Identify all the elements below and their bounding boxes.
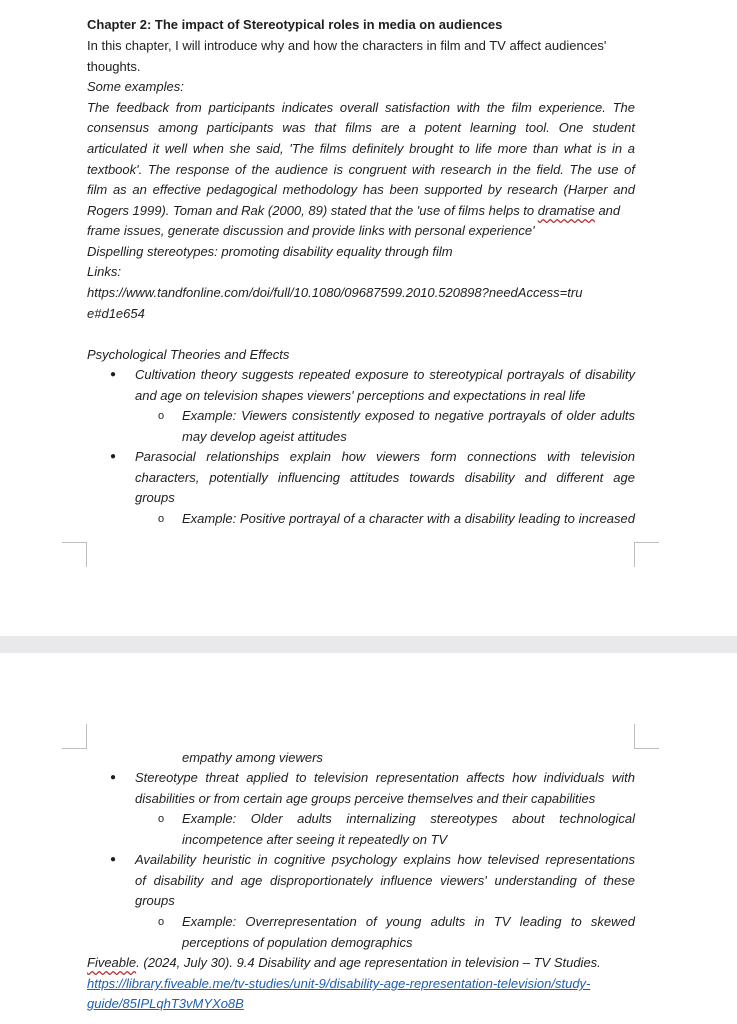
quote-line: textbook'. The response of the audience is congruent with research in the field. The use of bbox=[87, 162, 635, 177]
quote-line-end: and bbox=[594, 203, 621, 218]
sub-bullet-text: perceptions of population demographics bbox=[182, 935, 413, 950]
section-title: Psychological Theories and Effects bbox=[87, 347, 290, 362]
sub-bullet-text: may develop ageist attitudes bbox=[182, 429, 347, 444]
sub-bullet-text: Example: Overrepresentation of young adults in TV leading to skewed bbox=[182, 914, 635, 929]
bullet-text: groups bbox=[135, 490, 175, 505]
source-url[interactable]: e#d1e654 bbox=[87, 306, 145, 321]
chapter-heading: Chapter 2: The impact of Stereotypical roles in media on audiences bbox=[87, 17, 503, 32]
sub-bullet-text: Example: Older adults internalizing stereotypes about technological bbox=[182, 811, 635, 826]
quote-line: articulated it well when she said, 'The films definitely brought to life more than what is in a bbox=[87, 141, 635, 156]
spellcheck-word[interactable]: Fiveable bbox=[87, 955, 137, 970]
examples-label: Some examples: bbox=[87, 79, 184, 94]
sub-bullet-icon: o bbox=[158, 513, 165, 525]
bullet-icon: ● bbox=[110, 772, 117, 783]
sub-bullet-text: empathy among viewers bbox=[182, 750, 323, 765]
quote-line: film as an effective pedagogical methodology has been supported by research (Harper and bbox=[87, 182, 635, 197]
margin-corner-mark bbox=[62, 542, 87, 567]
bullet-text: and age on television shapes viewers' perceptions and expectations in real life bbox=[135, 388, 586, 403]
bullet-text: disabilities or from certain age groups perceive themselves and their capabilities bbox=[135, 791, 596, 806]
margin-corner-mark bbox=[62, 724, 87, 749]
sub-bullet-icon: o bbox=[158, 410, 165, 422]
links-label: Links: bbox=[87, 264, 121, 279]
bullet-text: Parasocial relationships explain how viewers form connections with television bbox=[135, 449, 635, 464]
spellcheck-word[interactable]: dramatise bbox=[537, 203, 595, 218]
margin-corner-mark bbox=[634, 724, 659, 749]
bullet-text: groups bbox=[135, 893, 175, 908]
bullet-text: Cultivation theory suggests repeated exposure to stereotypical portrayals of disability bbox=[135, 367, 635, 382]
intro-line: thoughts. bbox=[87, 59, 141, 74]
source-title: Dispelling stereotypes: promoting disability equality through film bbox=[87, 244, 453, 259]
sub-bullet-text: Example: Viewers consistently exposed to negative portrayals of older adults bbox=[182, 408, 635, 423]
page-separator bbox=[0, 636, 737, 653]
citation-link[interactable]: guide/85IPLqhT3vMYXo8B bbox=[87, 996, 244, 1011]
sub-bullet-text: incompetence after seeing it repeatedly on TV bbox=[182, 832, 448, 847]
bullet-text: characters, potentially influencing attitudes towards disability and different age bbox=[135, 470, 635, 485]
sub-bullet-text: Example: Positive portrayal of a character with a disability leading to increased bbox=[182, 511, 635, 526]
bullet-icon: ● bbox=[110, 369, 117, 380]
document-page-2 bbox=[0, 653, 737, 1024]
sub-bullet-icon: o bbox=[158, 813, 165, 825]
citation-text: . (2024, July 30). 9.4 Disability and age representation in television – TV Studies. bbox=[136, 955, 601, 970]
bullet-text: Stereotype threat applied to television representation affects how individuals with bbox=[135, 770, 635, 785]
bullet-icon: ● bbox=[110, 854, 117, 865]
sub-bullet-icon: o bbox=[158, 916, 165, 928]
quote-line: The feedback from participants indicates overall satisfaction with the film experience. The bbox=[87, 100, 635, 115]
quote-line bbox=[87, 201, 620, 221]
bullet-text: Availability heuristic in cognitive psychology explains how televised representations bbox=[135, 852, 635, 867]
intro-line: In this chapter, I will introduce why and how the characters in film and TV affect audiences' bbox=[87, 38, 607, 53]
citation-link[interactable]: https://library.fiveable.me/tv-studies/unit-9/disability-age-representation-television/study- bbox=[87, 976, 591, 991]
quote-line: frame issues, generate discussion and provide links with personal experience' bbox=[87, 223, 535, 238]
margin-corner-mark bbox=[634, 542, 659, 567]
source-url[interactable]: https://www.tandfonline.com/doi/full/10.1080/09687599.2010.520898?needAccess=tru bbox=[87, 285, 583, 300]
quote-line-text: Rogers 1999). Toman and Rak (2000, 89) stated that the 'use of films helps to bbox=[87, 203, 538, 218]
citation-line bbox=[87, 953, 601, 973]
bullet-text: of disability and age disproportionately influence viewers' understanding of these bbox=[135, 873, 635, 888]
bullet-icon: ● bbox=[110, 451, 117, 462]
quote-line: consensus among participants was that films are a potent learning tool. One student bbox=[87, 120, 635, 135]
